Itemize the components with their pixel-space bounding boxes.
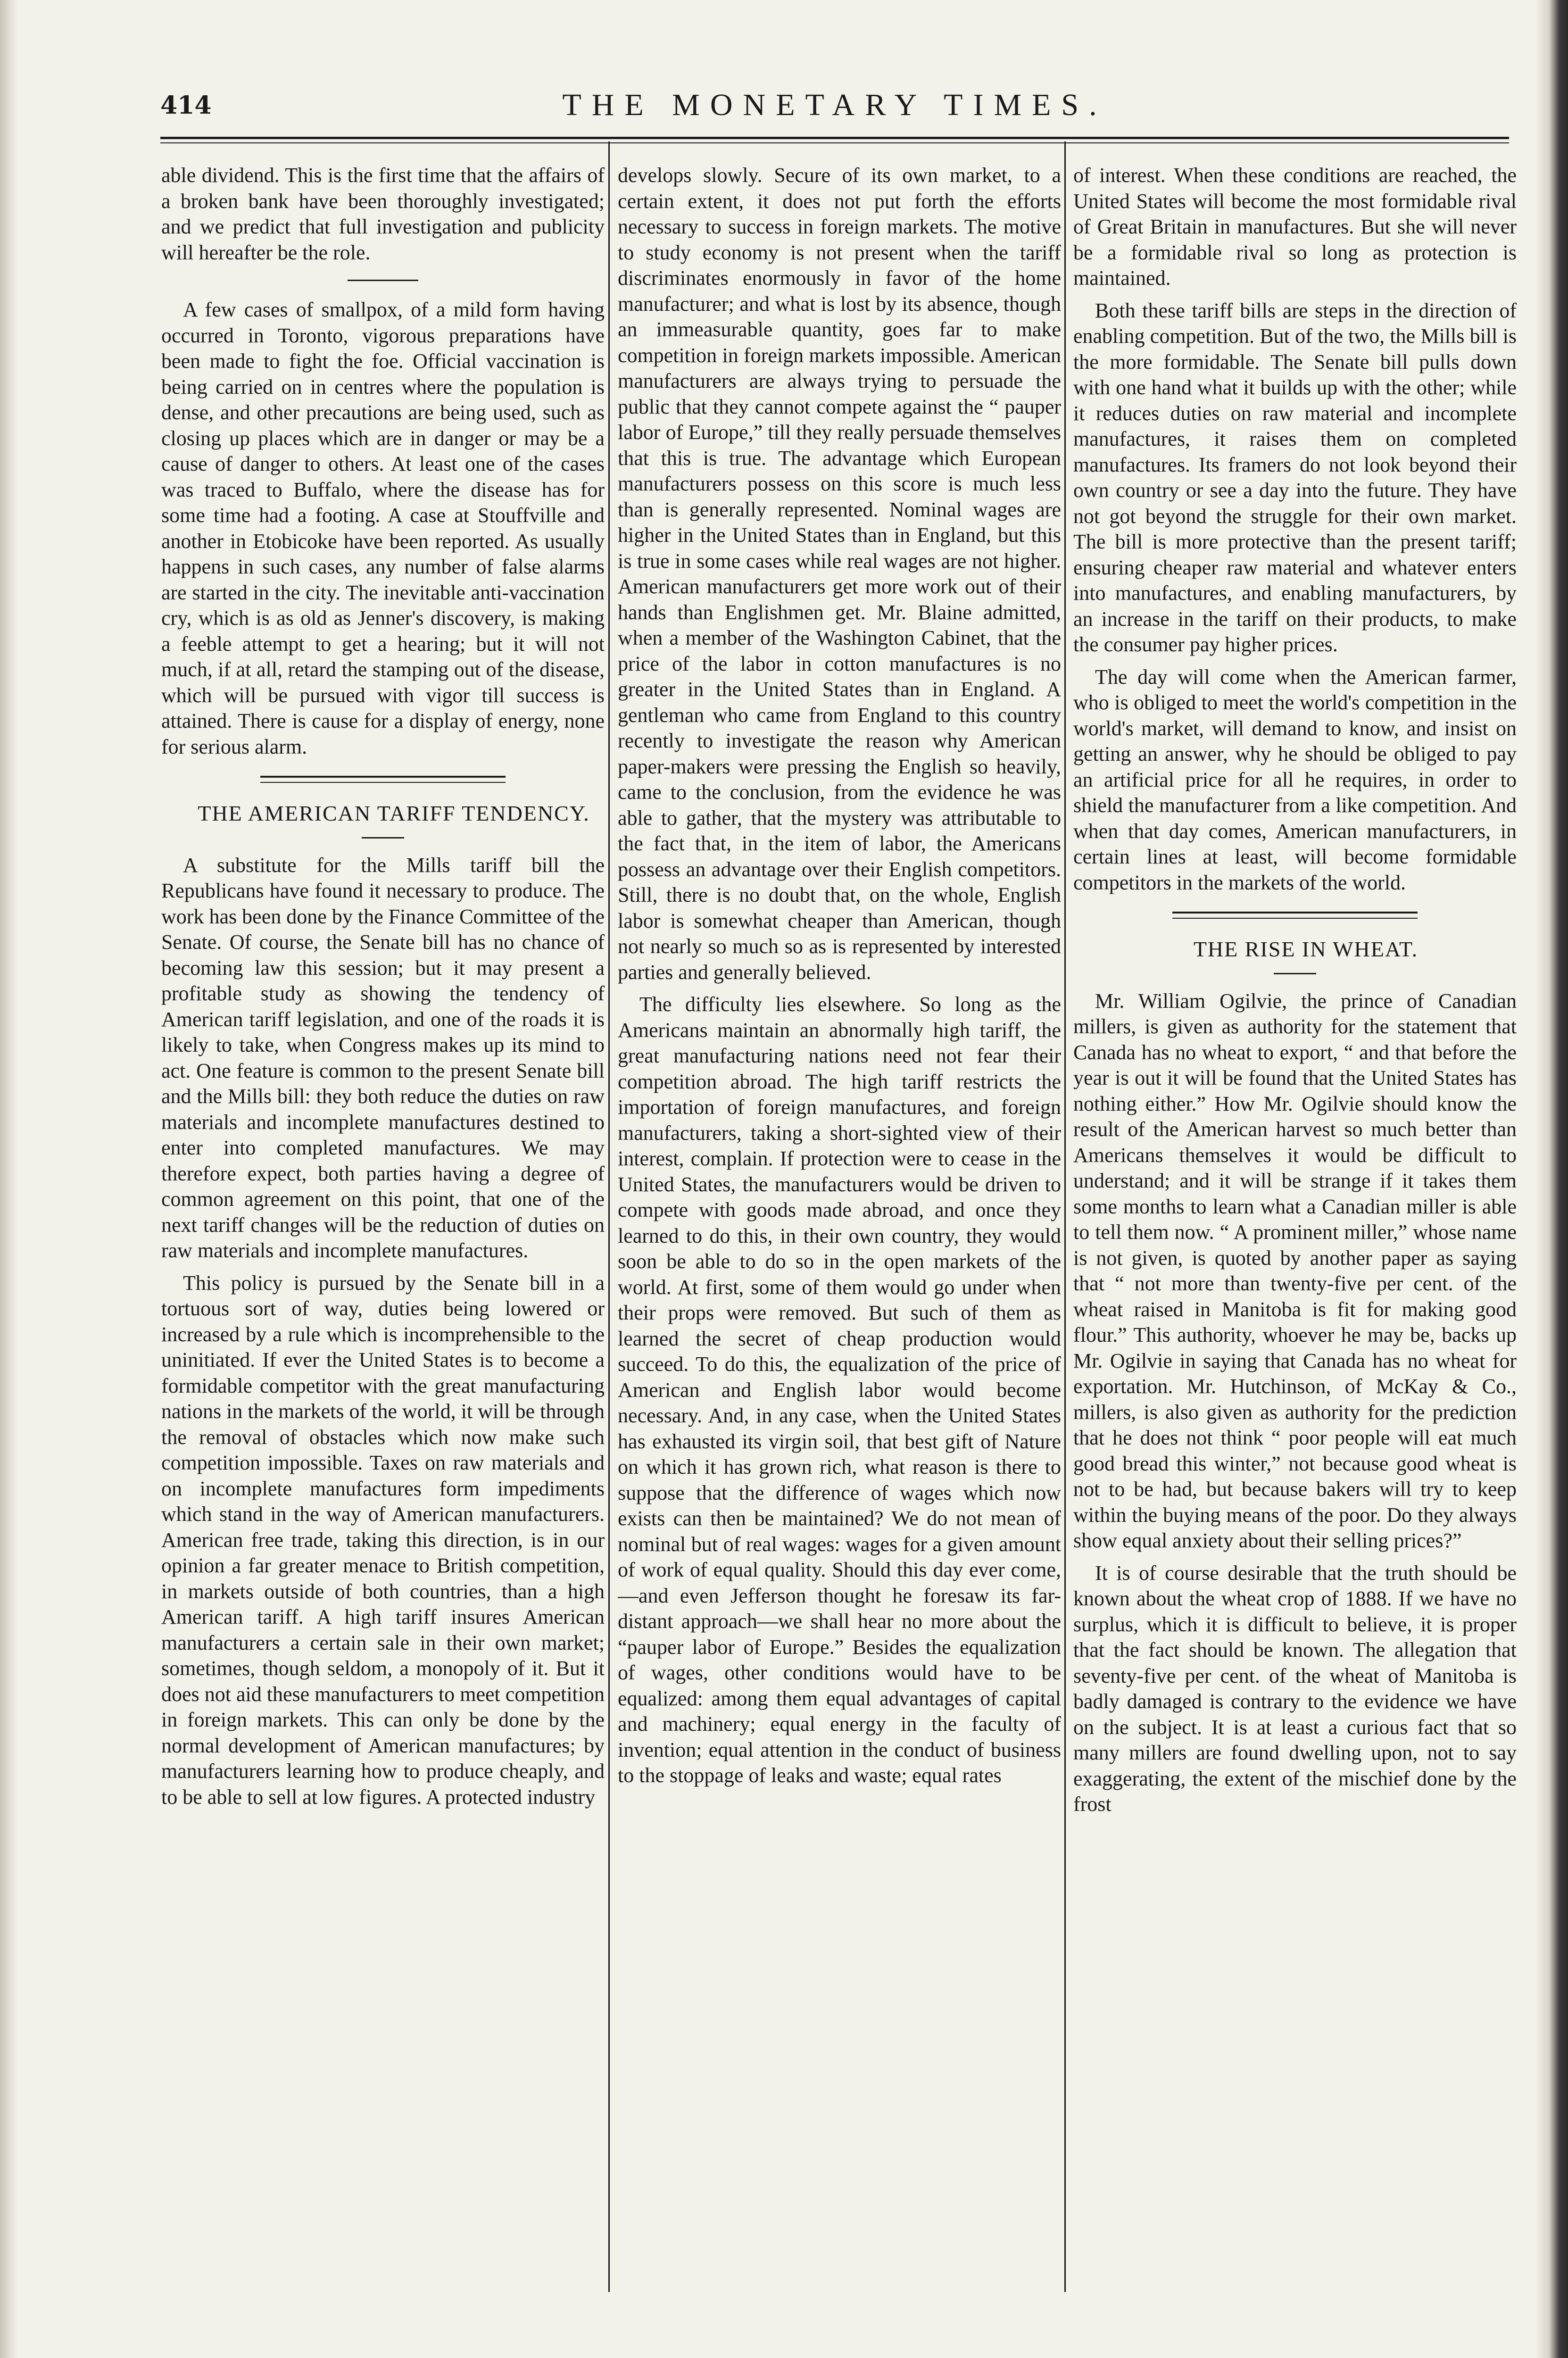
column-2 [618,163,1061,2285]
masthead [160,87,1509,130]
paragraph-wheat-2: It is of course desirable that the truth should be known about the wheat crop of 1888. If we have no surplus, which it is difficult to believe, it is proper that the fact should be known. The allegation that seventy-five per cent. of the wheat of Manitoba is badly damaged is contrary to the evidence we have on the subject. It is at least a curious fact that so many millers are found dwelling upon, not to say exaggerating, the extent of the mischief done by the frost [1073,1561,1517,1816]
page-number: 414 [160,91,212,120]
headline-rule [1274,973,1316,974]
paragraph-smallpox: A few cases of smallpox, of a mild form having occurred in Toronto, vigorous preparations have been made to fight the foe. Official vaccination is being carried on in centres where the population is dense, and other precautions are being used, such as closing up places which are in danger or may be a cause of danger to others. At least one of the cases was traced to Buffalo, where the disease has for some time had a footing. A case at Stouffville and another in Etobicoke have been reported. As usually happens in such cases, any number of false alarms are started in the city. The inevitable anti-vaccination cry, which is as old as Jenner's discovery, is making a feeble attempt to get a hearing; but it will not much, if at all, retard the stamping out of the disease, which will be pursued with vigor till success is attained. There is cause for a display of energy, none for serious alarm. [161,298,605,758]
column-3 [1073,163,1517,2285]
paragraph-tariff-2: This policy is pursued by the Senate bill in a tortuous sort of way, duties being lowered or increased by a rule which is incomprehensible to the uninitiated. If ever the United States is to become a formidable competitor with the great manufacturing nations in the markets of the world, it will be through the removal of obstacles which now make such competition impossible. Taxes on raw materials and on incomplete manufactures form impediments which stand in the way of American manufacturers. American free trade, taking this direction, is in our opinion a far greater menace to British competition, in markets outside of both countries, than a high American tariff. A high tariff insures American manufacturers a certain sale in their own market; sometimes, though seldom, a monopoly of it. But it does not aid these manufacturers to meet competition in foreign markets. This can only be done by the normal development of American manufactures; by manufacturers learning how to produce cheaply, and to be able to sell at low figures. A protected industry [161,1271,605,1809]
headline-rule [362,837,404,839]
paragraph-tariff-3: develops slowly. Secure of its own market, to a certain extent, it does not put forth the efforts necessary to success in foreign markets. The motive to study economy is not present when the tariff discriminates enormously in favor of the home manufacturer; and what is lost by its absence, though an immeasurable quantity, goes far to make competition in foreign markets impossible. American manufacturers are always trying to persuade the public that they cannot compete against the “ pauper labor of Europe,” till they really persuade themselves that this is true. The advantage which European manufacturers possess on this score is much less than is generally represented. Nominal wages are higher in the United States than in England, but this is true in some cases while real wages are not higher. American manufacturers get more work out of their hands than Englishmen get. Mr. Blaine admitted, when a member of the Washington Cabinet, that the price of the labor in cotton manufactures is no greater in the United States than in England. A gentleman who came from England to this country recently to investigate the reason why American paper-makers were pressing the English so heavily, came to the conclusion, from the evidence he was able to gather, that the mystery was attributable to the fact that, in the item of labor, the Americans possess an advantage over their English competitors. Still, there is no doubt that, on the whole, English labor is somewhat cheaper than American, though not nearly so much so as is represented by interested parties and generally believed. [618,164,1061,984]
headline-rise-in-wheat: THE RISE IN WHEAT. [1193,937,1419,961]
page-edge-binding-right [1535,0,1568,2358]
paragraph-tariff-1: A substitute for the Mills tariff bill the Republicans have found it necessary to produce. The work has been done by the Finance Committee of the Senate. Of course, the Senate bill has no chance of becoming law this session; but it may present a profitable study as showing the tendency of American tariff legislation, and one of the roads it is likely to take, when Congress makes up its mind to act. One feature is common to the present Senate bill and the Mills bill: they both reduce the duties on raw materials and incomplete manufactures destined to enter into completed manufactures. We may therefore expect, both parties having a degree of common agreement on this point, that one of the next tariff changes will be the reduction of duties on raw materials and incomplete manufactures. [161,853,605,1262]
section-divider [348,280,418,281]
article-divider [260,776,506,783]
paragraph-wheat-1: Mr. William Ogilvie, the prince of Canadian millers, is given as authority for the statement that Canada has no wheat to export, “ and that before the year is out it will be found that the United States has nothing either.” How Mr. Ogilvie should know the result of the American harvest so much better than Americans themselves it would be difficult to understand; and it will be strange if it takes them some months to learn what a Canadian miller is able to tell them now. “ A prominent miller,” whose name is not given, is quoted by another paper as saying that “ not more than twenty-five per cent. of the wheat raised in Manitoba is fit for making good flour.” This authority, whoever he may be, backs up Mr. Ogilvie in saying that Canada has no wheat for exportation. Mr. Hutchinson, of McKay & Co., millers, is also given as authority for the prediction that he does not think “ poor people will eat much good bread this winter,” not because good wheat is not to be had, but because bakers will try to keep within the buying means of the poor. Do they always show equal anxiety about their selling prices?” [1073,989,1517,1552]
column-1 [161,163,605,2285]
running-title: THE MONETARY TIMES. [562,88,1107,122]
headline-american-tariff: THE AMERICAN TARIFF TENDENCY. [198,801,590,825]
column-divider-1 [608,141,610,2292]
paragraph-bank-investigation: able dividend. This is the first time that the affairs of a broken bank have been thoroughly investigated; and we predict that full investigation and publicity will hereafter be the role. [161,164,605,264]
paragraph-tariff-5: of interest. When these conditions are reached, the United States will become the most formidable rival of Great Britain in manufactures. But she will never be a formidable rival so long as protection is maintained. [1073,164,1517,290]
paragraph-tariff-4: The difficulty lies elsewhere. So long as the Americans maintain an abnormally high tariff, the great manufacturing nations need not fear their competition abroad. The high tariff restricts the importation of foreign manufactures, and foreign manufacturers, taking a short-sighted view of their interest, complain. If protection were to cease in the United States, the manufacturers would be driven to compete with goods made abroad, and once they learned to do this, in their own country, they would soon be able to do so in the open markets of the world. At first, some of them would go under when their props were removed. But such of them as learned the secret of cheap production would succeed. To do this, the equalization of the price of American and English labor would become necessary. And, in any case, when the United States has exhausted its virgin soil, that best gift of Nature on which it has grown rich, what reason is there to suppose that the difference of wages which now exists can then be maintained? We do not mean of nominal but of real wages: wages for a given amount of work of equal quality. Should this day ever come,—and even Jefferson thought he foresaw its far-distant approach—we shall hear no more about the “pauper labor of Europe.” Besides the equalization of wages, other conditions would have to be equalized: among them equal advantages of capital and machinery; equal energy in the faculty of invention; equal attention in the conduct of business to the stoppage of leaks and waste; equal rates [618,993,1061,1787]
paragraph-tariff-7: The day will come when the American farmer, who is obliged to meet the world's competition in the world's market, will demand to know, and insist on getting an answer, why he should be obliged to pay an artificial price for all he requires, in order to shield the manufacturer from a like competition. And when that day comes, American manufacturers, in certain lines at least, will become formidable competitors in the markets of the world. [1073,665,1517,894]
masthead-rule-thick [160,137,1509,139]
masthead-rule-thin [160,142,1509,143]
page-edge-shadow-left [0,0,19,2358]
column-divider-2 [1064,141,1066,2292]
paragraph-tariff-6: Both these tariff bills are steps in the direction of enabling competition. But of the two, the Mills bill is the more formidable. The Senate bill pulls down with one hand what it builds up with the other; while it reduces duties on raw material and incomplete manufactures, it raises them on completed manufactures. Its framers do not look beyond their own country or see a day into the future. They have not got beyond the struggle for their own market. The bill is more protective than the present tariff; ensuring cheaper raw material and whatever enters into manufactures, and enabling manufacturers, by an increase in the tariff on their products, to make the consumer pay higher prices. [1073,299,1517,656]
article-divider [1172,912,1418,919]
